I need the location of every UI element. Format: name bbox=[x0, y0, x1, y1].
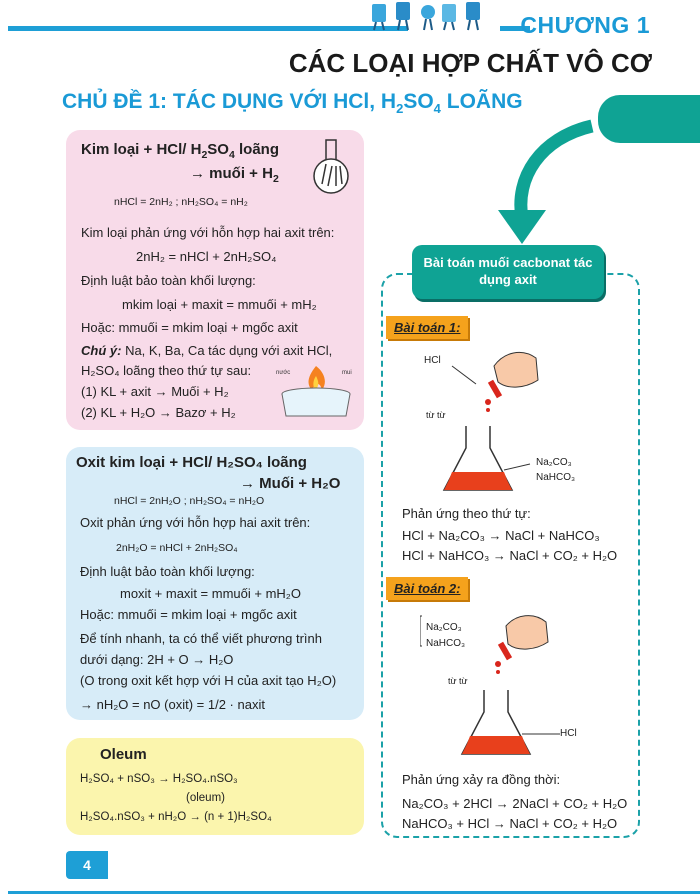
oxide-line3: Để tính nhanh, ta có thể viết phương trình bbox=[80, 631, 322, 646]
header-rule bbox=[8, 26, 408, 31]
p2-eq1: Na₂CO₃ + 2HCl → 2NaCl + CO₂ + H₂O bbox=[402, 796, 628, 811]
metal-eq3: mkim loại + maxit = mmuối + mH₂ bbox=[122, 297, 317, 312]
oleum-eq1-note: (oleum) bbox=[186, 792, 225, 804]
metal-title-line2: → muối + $H_2$ bbox=[190, 165, 279, 185]
oleum-eq2: H₂SO₄.nSO₃ + nH₂O → (n + 1)H₂SO₄ bbox=[80, 811, 272, 823]
oxide-line4: dưới dạng: 2H + O → H₂O bbox=[80, 652, 234, 667]
metal-note-line2: H₂SO₄ loãng theo thứ tự sau: bbox=[81, 363, 252, 378]
burning-bowl-illustration bbox=[272, 360, 360, 424]
carbonate-heading: Bài toán muối cacbonat tác dụng axit bbox=[412, 245, 604, 299]
problem2-label: Bài toán 2: bbox=[386, 577, 468, 600]
p1-salt2: NaHCO₃ bbox=[536, 472, 576, 483]
chapter-label: CHƯƠNG 1 bbox=[520, 12, 650, 38]
oleum-title: Oleum bbox=[100, 746, 147, 763]
metal-eq1: nHCl = 2nH₂ ; nH₂SO₄ = nH₂ bbox=[114, 196, 248, 208]
metal-line2: Định luật bảo toàn khối lượng: bbox=[81, 273, 256, 288]
metal-line1: Kim loại phản ứng với hỗn hợp hai axit trên: bbox=[81, 225, 335, 240]
p1-salt1: Na₂CO₃ bbox=[536, 457, 572, 468]
oxide-eq3: moxit + maxit = mmuối + mH₂O bbox=[120, 586, 301, 601]
p1-text: Phản ứng theo thứ tự: bbox=[402, 506, 531, 521]
mascots-illustration bbox=[366, 0, 496, 34]
oxide-eq4: Hoặc: mmuối = mkim loại + mgốc axit bbox=[80, 607, 297, 622]
footer-rule bbox=[8, 891, 700, 894]
page-number: 4 bbox=[66, 851, 108, 879]
p2-salt2: NaHCO₃ bbox=[426, 638, 466, 649]
metal-eq2: 2nH₂ = nHCl + 2nH₂SO₄ bbox=[136, 249, 277, 264]
topic-title: CHỦ ĐỀ 1: TÁC DỤNG VỚI HCl, $H_2SO_4$ LOÃNG bbox=[62, 90, 523, 117]
metal-reaction-1: (1) KL + axit → Muối + H₂ bbox=[81, 384, 229, 399]
titration-setup-2 bbox=[420, 612, 570, 760]
oxide-line6: → nH₂O = nO (oxit) = 1/2 · naxit bbox=[80, 697, 265, 712]
oxide-eq1: nHCl = 2nH₂O ; nH₂SO₄ = nH₂O bbox=[114, 495, 265, 507]
p1-drop-label: từ từ bbox=[426, 410, 446, 420]
p1-hcl-label: HCl bbox=[424, 355, 441, 366]
p2-text: Phản ứng xảy ra đồng thời: bbox=[402, 772, 561, 787]
p2-eq2: NaHCO₃ + HCl → NaCl + CO₂ + H₂O bbox=[402, 816, 618, 831]
oxide-line5: (O trong oxit kết hợp với H của axit tạo H₂O) bbox=[80, 673, 337, 688]
oxide-line1: Oxit phản ứng với hỗn hợp hai axit trên: bbox=[80, 515, 311, 530]
water-label: nước bbox=[276, 370, 291, 376]
flask-icon bbox=[306, 138, 358, 196]
metal-reaction-2: (2) KL + H₂O → Bazơ + H₂ bbox=[81, 405, 236, 420]
chapter-title: CÁC LOẠI HỢP CHẤT VÔ CƠ bbox=[288, 48, 652, 78]
oleum-eq1: H₂SO₄ + nSO₃ → H₂SO₄.nSO₃ bbox=[80, 773, 238, 785]
metal-eq4: Hoặc: mmuối = mkim loại + mgốc axit bbox=[81, 320, 298, 335]
problem1-label: Bài toán 1: bbox=[386, 316, 468, 339]
p2-salt1: Na₂CO₃ bbox=[426, 622, 462, 633]
p1-eq2: HCl + NaHCO₃ → NaCl + CO₂ + H₂O bbox=[402, 548, 618, 563]
p1-eq1: HCl + Na₂CO₃ → NaCl + NaHCO₃ bbox=[402, 528, 600, 543]
oxide-line2: Định luật bảo toàn khối lượng: bbox=[80, 564, 255, 579]
p2-drop-label: từ từ bbox=[448, 676, 468, 686]
curved-arrow-icon bbox=[480, 118, 620, 248]
oxide-title-line1: Oxit kim loại + HCl/ H₂SO₄ loãng bbox=[76, 454, 307, 471]
metal-note: Chú ý: Na, K, Ba, Ca tác dụng với axit HCl, bbox=[81, 343, 333, 358]
oxide-title-line2: → Muối + H₂O bbox=[240, 475, 341, 492]
p2-hcl-label: HCl bbox=[560, 728, 577, 739]
salt-label: mui bbox=[342, 370, 352, 376]
metal-title-line1: Kim loại + HCl/ $H_2SO_4$ loãng bbox=[81, 141, 279, 161]
oxide-eq2: 2nH₂O = nHCl + 2nH₂SO₄ bbox=[116, 542, 238, 554]
